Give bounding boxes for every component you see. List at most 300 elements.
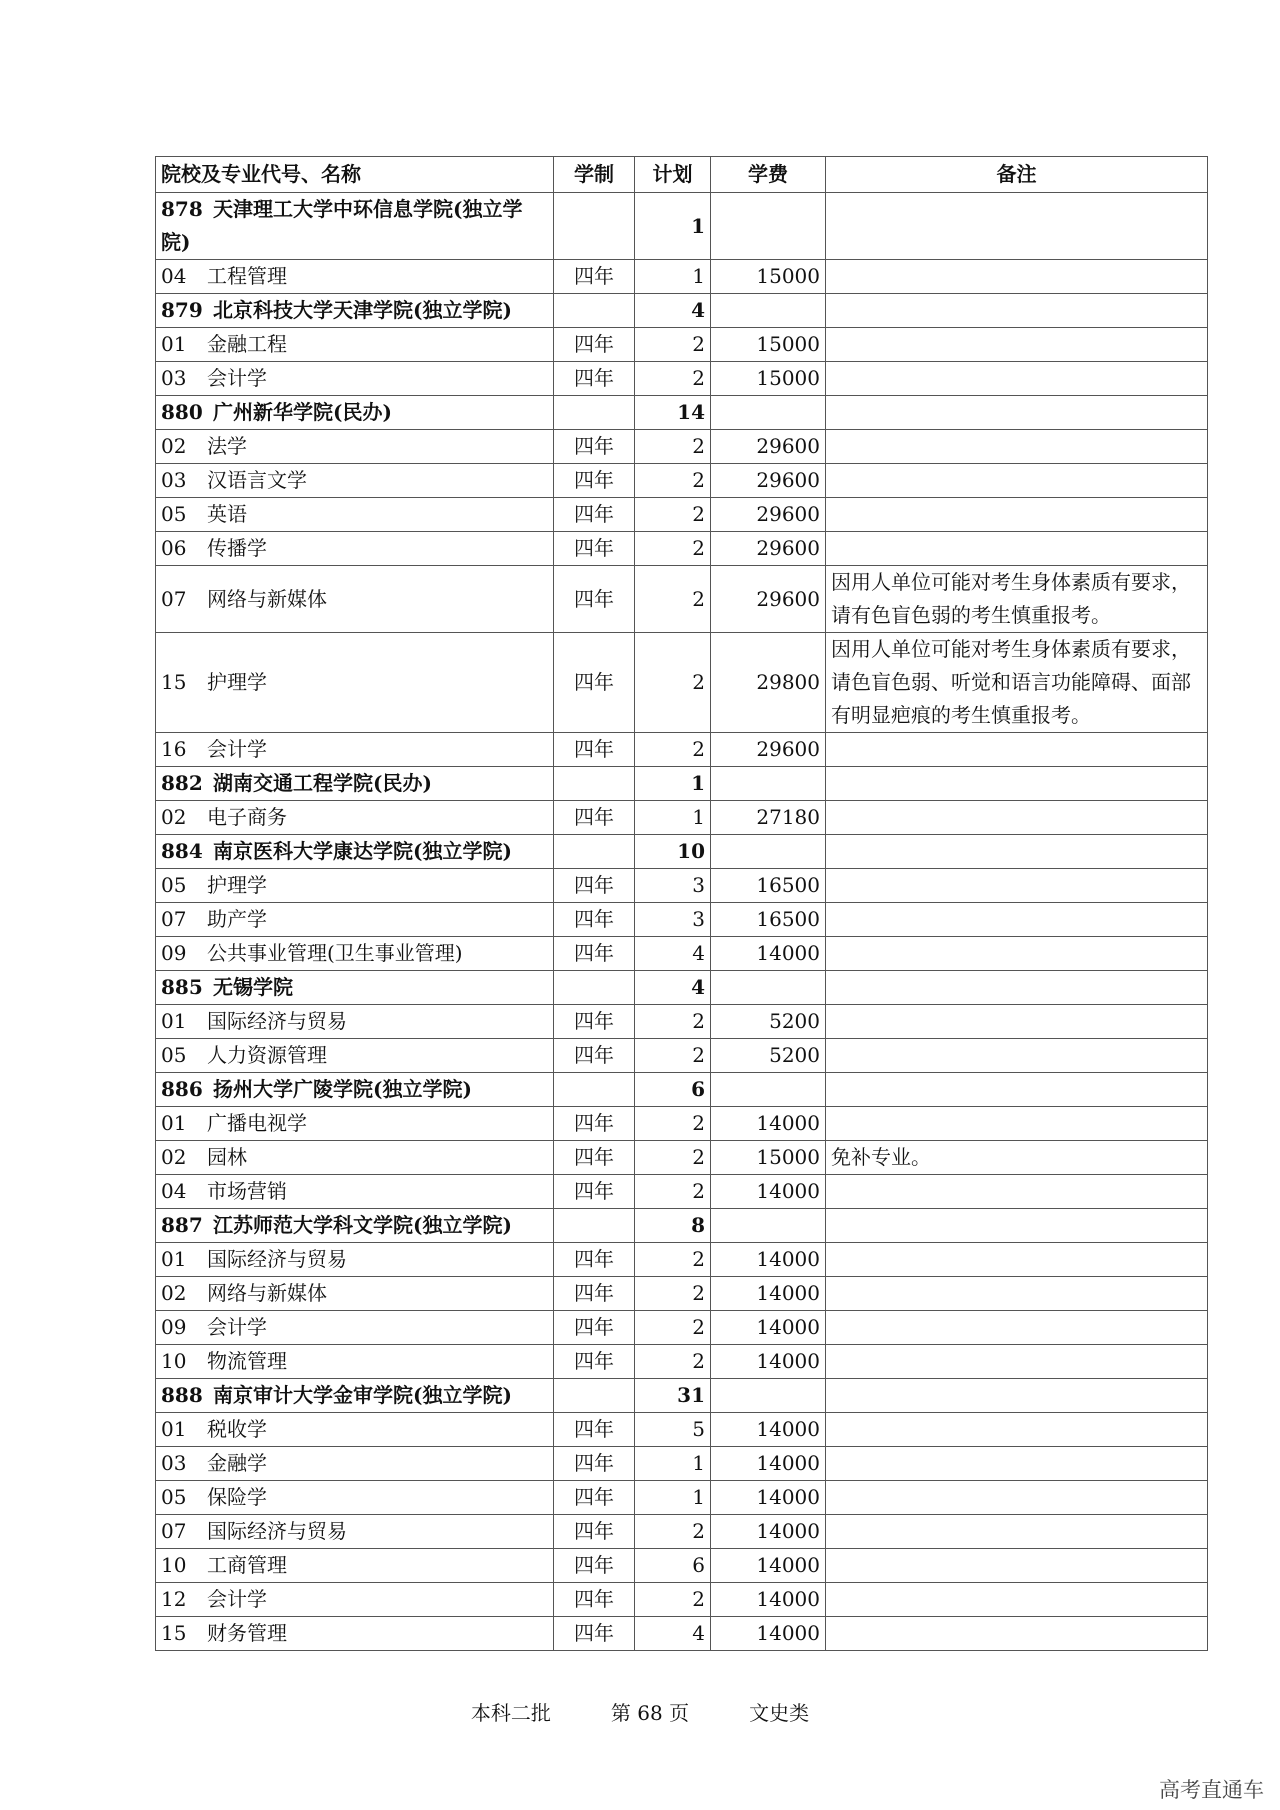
major-row	[156, 260, 1208, 294]
name-cell	[156, 1481, 554, 1515]
major-row	[156, 1141, 1208, 1175]
major-code: 15	[161, 1621, 187, 1645]
fee-cell: 29600	[711, 733, 826, 767]
note-cell	[826, 362, 1208, 396]
note-cell	[826, 835, 1208, 869]
school-row	[156, 396, 1208, 430]
note-cell	[826, 1073, 1208, 1107]
note-cell	[826, 1447, 1208, 1481]
name-cell	[156, 835, 554, 869]
plan-cell: 2	[635, 464, 711, 498]
plan-cell: 2	[635, 1005, 711, 1039]
table-body	[156, 193, 1208, 1651]
header-note: 备注	[826, 157, 1208, 193]
header-fee: 学费	[711, 157, 826, 193]
major-code: 05	[161, 502, 187, 526]
major-row	[156, 1005, 1208, 1039]
major-code: 01	[161, 1247, 187, 1271]
note-cell	[826, 1481, 1208, 1515]
note-cell	[826, 1583, 1208, 1617]
major-name: 护理学	[207, 670, 267, 694]
major-name: 财务管理	[207, 1621, 287, 1645]
name-cell	[156, 1515, 554, 1549]
major-row	[156, 1345, 1208, 1379]
name-cell	[156, 1311, 554, 1345]
plan-cell: 1	[635, 1447, 711, 1481]
note-cell	[826, 903, 1208, 937]
fee-cell: 16500	[711, 869, 826, 903]
school-row	[156, 1209, 1208, 1243]
plan-cell: 2	[635, 1345, 711, 1379]
plan-cell: 1	[635, 260, 711, 294]
school-name: 江苏师范大学科文学院(独立学院)	[213, 1213, 512, 1237]
plan-cell: 2	[635, 1107, 711, 1141]
name-cell	[156, 1345, 554, 1379]
plan-cell: 5	[635, 1413, 711, 1447]
name-cell	[156, 193, 554, 260]
school-code: 880	[161, 400, 203, 424]
name-cell	[156, 1039, 554, 1073]
plan-cell: 4	[635, 294, 711, 328]
note-cell	[826, 1277, 1208, 1311]
major-row	[156, 903, 1208, 937]
duration-cell	[554, 1209, 635, 1243]
major-name: 园林	[207, 1145, 247, 1169]
major-name: 人力资源管理	[207, 1043, 327, 1067]
duration-cell: 四年	[554, 532, 635, 566]
duration-cell: 四年	[554, 1277, 635, 1311]
major-code: 16	[161, 737, 187, 761]
name-cell	[156, 1277, 554, 1311]
note-cell	[826, 498, 1208, 532]
name-cell	[156, 464, 554, 498]
plan-cell: 2	[635, 1175, 711, 1209]
fee-cell: 14000	[711, 1413, 826, 1447]
major-code: 04	[161, 264, 187, 288]
duration-cell: 四年	[554, 1141, 635, 1175]
plan-cell: 2	[635, 430, 711, 464]
major-code: 01	[161, 1111, 187, 1135]
fee-cell	[711, 767, 826, 801]
major-code: 04	[161, 1179, 187, 1203]
name-cell	[156, 532, 554, 566]
fee-cell: 29600	[711, 566, 826, 633]
major-code: 02	[161, 434, 187, 458]
name-cell	[156, 498, 554, 532]
note-cell	[826, 396, 1208, 430]
note-cell	[826, 430, 1208, 464]
note-cell	[826, 1243, 1208, 1277]
fee-cell: 29600	[711, 498, 826, 532]
duration-cell: 四年	[554, 633, 635, 733]
plan-cell: 1	[635, 801, 711, 835]
major-row	[156, 937, 1208, 971]
duration-cell: 四年	[554, 733, 635, 767]
duration-cell	[554, 835, 635, 869]
plan-cell: 2	[635, 1277, 711, 1311]
fee-cell: 14000	[711, 1345, 826, 1379]
major-name: 税收学	[207, 1417, 267, 1441]
major-name: 金融学	[207, 1451, 267, 1475]
fee-cell: 16500	[711, 903, 826, 937]
major-name: 会计学	[207, 1587, 267, 1611]
duration-cell	[554, 971, 635, 1005]
note-cell	[826, 869, 1208, 903]
note-cell	[826, 193, 1208, 260]
school-name: 扬州大学广陵学院(独立学院)	[213, 1077, 472, 1101]
note-cell	[826, 801, 1208, 835]
fee-cell: 29600	[711, 464, 826, 498]
school-code: 886	[161, 1077, 203, 1101]
name-cell	[156, 294, 554, 328]
duration-cell: 四年	[554, 1583, 635, 1617]
major-name: 国际经济与贸易	[207, 1247, 347, 1271]
fee-cell	[711, 294, 826, 328]
note-cell	[826, 1345, 1208, 1379]
school-code: 882	[161, 771, 203, 795]
name-cell	[156, 1209, 554, 1243]
major-name: 传播学	[207, 536, 267, 560]
note-cell	[826, 1413, 1208, 1447]
major-name: 国际经济与贸易	[207, 1519, 347, 1543]
fee-cell	[711, 971, 826, 1005]
plan-cell: 4	[635, 1617, 711, 1651]
major-name: 护理学	[207, 873, 267, 897]
plan-cell: 6	[635, 1073, 711, 1107]
major-name: 金融工程	[207, 332, 287, 356]
fee-cell: 15000	[711, 362, 826, 396]
fee-cell	[711, 193, 826, 260]
fee-cell: 5200	[711, 1039, 826, 1073]
major-code: 15	[161, 670, 187, 694]
major-name: 网络与新媒体	[207, 586, 327, 611]
major-code: 10	[161, 1553, 187, 1577]
major-row	[156, 1481, 1208, 1515]
note-cell	[826, 1005, 1208, 1039]
note-cell	[826, 532, 1208, 566]
fee-cell: 29600	[711, 430, 826, 464]
fee-cell: 15000	[711, 328, 826, 362]
major-name: 会计学	[207, 1315, 267, 1339]
name-cell	[156, 430, 554, 464]
name-cell	[156, 1447, 554, 1481]
major-code: 03	[161, 468, 187, 492]
major-code: 05	[161, 1043, 187, 1067]
name-cell	[156, 1549, 554, 1583]
major-code: 02	[161, 1145, 187, 1169]
duration-cell: 四年	[554, 1345, 635, 1379]
duration-cell: 四年	[554, 1413, 635, 1447]
duration-cell	[554, 1379, 635, 1413]
plan-cell: 6	[635, 1549, 711, 1583]
major-code: 05	[161, 873, 187, 897]
fee-cell: 14000	[711, 1175, 826, 1209]
school-name: 天津理工大学中环信息学院(独立学院)	[161, 197, 523, 254]
fee-cell	[711, 396, 826, 430]
note-cell	[826, 1379, 1208, 1413]
plan-cell: 1	[635, 1481, 711, 1515]
plan-cell: 2	[635, 1515, 711, 1549]
fee-cell	[711, 835, 826, 869]
school-code: 884	[161, 839, 203, 863]
name-cell	[156, 1583, 554, 1617]
major-code: 10	[161, 1349, 187, 1373]
plan-cell: 2	[635, 1311, 711, 1345]
duration-cell: 四年	[554, 464, 635, 498]
duration-cell: 四年	[554, 869, 635, 903]
note-cell	[826, 1515, 1208, 1549]
name-cell	[156, 328, 554, 362]
major-code: 06	[161, 536, 187, 560]
major-code: 07	[161, 1519, 187, 1543]
fee-cell: 15000	[711, 1141, 826, 1175]
major-row	[156, 1039, 1208, 1073]
plan-cell: 3	[635, 869, 711, 903]
name-cell	[156, 1107, 554, 1141]
major-name: 物流管理	[207, 1349, 287, 1373]
major-row	[156, 1243, 1208, 1277]
name-cell	[156, 869, 554, 903]
school-code: 888	[161, 1383, 203, 1407]
fee-cell: 14000	[711, 1447, 826, 1481]
name-cell	[156, 1617, 554, 1651]
duration-cell: 四年	[554, 328, 635, 362]
major-code: 03	[161, 366, 187, 390]
major-row	[156, 566, 1208, 633]
duration-cell: 四年	[554, 362, 635, 396]
major-row	[156, 1583, 1208, 1617]
duration-cell: 四年	[554, 430, 635, 464]
plan-cell: 2	[635, 1243, 711, 1277]
major-row	[156, 869, 1208, 903]
admission-plan-table	[155, 156, 1208, 1651]
duration-cell: 四年	[554, 260, 635, 294]
major-row	[156, 1447, 1208, 1481]
major-code: 07	[161, 586, 187, 611]
major-row	[156, 1515, 1208, 1549]
note-cell	[826, 1549, 1208, 1583]
fee-cell	[711, 1209, 826, 1243]
major-code: 01	[161, 1009, 187, 1033]
school-row	[156, 835, 1208, 869]
fee-cell: 15000	[711, 260, 826, 294]
major-row	[156, 532, 1208, 566]
note-cell	[826, 294, 1208, 328]
duration-cell	[554, 767, 635, 801]
note-cell	[826, 767, 1208, 801]
header-name: 院校及专业代号、名称	[156, 157, 554, 193]
header-duration: 学制	[554, 157, 635, 193]
name-cell	[156, 362, 554, 396]
plan-cell: 10	[635, 835, 711, 869]
school-row	[156, 1073, 1208, 1107]
plan-cell: 14	[635, 396, 711, 430]
duration-cell: 四年	[554, 1481, 635, 1515]
major-name: 助产学	[207, 907, 267, 931]
school-code: 879	[161, 298, 203, 322]
major-code: 12	[161, 1587, 187, 1611]
major-code: 02	[161, 805, 187, 829]
note-cell	[826, 1039, 1208, 1073]
major-name: 广播电视学	[207, 1111, 307, 1135]
duration-cell: 四年	[554, 1243, 635, 1277]
major-name: 汉语言文学	[207, 468, 307, 492]
note-cell	[826, 937, 1208, 971]
plan-cell: 2	[635, 498, 711, 532]
plan-cell: 2	[635, 532, 711, 566]
major-row	[156, 328, 1208, 362]
major-code: 09	[161, 1315, 187, 1339]
duration-cell: 四年	[554, 1005, 635, 1039]
name-cell	[156, 1175, 554, 1209]
fee-cell: 14000	[711, 1277, 826, 1311]
name-cell	[156, 1005, 554, 1039]
note-cell: 免补专业。	[826, 1141, 1208, 1175]
name-cell	[156, 1141, 554, 1175]
major-code: 03	[161, 1451, 187, 1475]
school-name: 湖南交通工程学院(民办)	[213, 771, 432, 795]
major-row	[156, 464, 1208, 498]
note-cell	[826, 464, 1208, 498]
note-cell	[826, 1311, 1208, 1345]
duration-cell: 四年	[554, 801, 635, 835]
major-code: 01	[161, 1417, 187, 1441]
duration-cell	[554, 294, 635, 328]
school-name: 南京审计大学金审学院(独立学院)	[213, 1383, 512, 1407]
duration-cell: 四年	[554, 498, 635, 532]
fee-cell: 14000	[711, 1243, 826, 1277]
name-cell	[156, 396, 554, 430]
plan-cell: 2	[635, 566, 711, 633]
major-row	[156, 498, 1208, 532]
name-cell	[156, 733, 554, 767]
major-row	[156, 733, 1208, 767]
major-name: 英语	[207, 502, 247, 526]
plan-cell: 2	[635, 362, 711, 396]
school-name: 广州新华学院(民办)	[213, 400, 392, 424]
school-row	[156, 767, 1208, 801]
plan-cell: 8	[635, 1209, 711, 1243]
fee-cell: 14000	[711, 1311, 826, 1345]
major-code: 01	[161, 332, 187, 356]
major-name: 网络与新媒体	[207, 1281, 327, 1305]
school-row	[156, 971, 1208, 1005]
duration-cell	[554, 396, 635, 430]
fee-cell: 14000	[711, 1107, 826, 1141]
major-name: 电子商务	[207, 805, 287, 829]
plan-cell: 2	[635, 1141, 711, 1175]
major-row	[156, 1175, 1208, 1209]
major-name: 工商管理	[207, 1553, 287, 1577]
major-row	[156, 430, 1208, 464]
duration-cell	[554, 1073, 635, 1107]
duration-cell: 四年	[554, 1107, 635, 1141]
plan-cell: 2	[635, 1039, 711, 1073]
major-row	[156, 1617, 1208, 1651]
name-cell	[156, 1243, 554, 1277]
note-cell: 因用人单位可能对考生身体素质有要求，请色盲色弱、听觉和语言功能障碍、面部有明显疤痕的考生慎重报考。	[826, 633, 1208, 733]
note-cell	[826, 1107, 1208, 1141]
name-cell	[156, 903, 554, 937]
school-row	[156, 294, 1208, 328]
plan-cell: 4	[635, 971, 711, 1005]
major-code: 09	[161, 941, 187, 965]
major-name: 工程管理	[207, 264, 287, 288]
fee-cell: 27180	[711, 801, 826, 835]
fee-cell: 14000	[711, 1549, 826, 1583]
duration-cell: 四年	[554, 1549, 635, 1583]
school-row	[156, 193, 1208, 260]
school-code: 887	[161, 1213, 203, 1237]
duration-cell: 四年	[554, 1039, 635, 1073]
fee-cell: 14000	[711, 1583, 826, 1617]
footer-batch: 本科二批	[470, 1701, 551, 1725]
school-code: 885	[161, 975, 203, 999]
name-cell	[156, 1379, 554, 1413]
major-row	[156, 633, 1208, 733]
duration-cell	[554, 193, 635, 260]
plan-cell: 3	[635, 903, 711, 937]
school-code: 878	[161, 197, 203, 221]
name-cell	[156, 767, 554, 801]
duration-cell: 四年	[554, 937, 635, 971]
major-code: 02	[161, 1281, 187, 1305]
name-cell	[156, 260, 554, 294]
name-cell	[156, 633, 554, 733]
school-name: 北京科技大学天津学院(独立学院)	[213, 298, 512, 322]
school-name: 无锡学院	[213, 975, 293, 999]
major-row	[156, 1277, 1208, 1311]
fee-cell: 14000	[711, 1481, 826, 1515]
duration-cell: 四年	[554, 1175, 635, 1209]
major-name: 市场营销	[207, 1179, 287, 1203]
plan-cell: 2	[635, 1583, 711, 1617]
note-cell	[826, 971, 1208, 1005]
school-name: 南京医科大学康达学院(独立学院)	[213, 839, 512, 863]
major-name: 会计学	[207, 737, 267, 761]
table-header-row	[156, 157, 1208, 193]
major-row	[156, 362, 1208, 396]
note-cell	[826, 328, 1208, 362]
watermark: 高考直通车	[1159, 1778, 1264, 1802]
note-cell	[826, 1617, 1208, 1651]
name-cell	[156, 1073, 554, 1107]
plan-cell: 2	[635, 633, 711, 733]
plan-cell: 1	[635, 767, 711, 801]
fee-cell: 29600	[711, 532, 826, 566]
fee-cell: 14000	[711, 937, 826, 971]
note-cell: 因用人单位可能对考生身体素质有要求，请有色盲色弱的考生慎重报考。	[826, 566, 1208, 633]
header-plan: 计划	[635, 157, 711, 193]
major-row	[156, 1413, 1208, 1447]
major-row	[156, 1549, 1208, 1583]
fee-cell: 14000	[711, 1515, 826, 1549]
fee-cell: 29800	[711, 633, 826, 733]
fee-cell: 5200	[711, 1005, 826, 1039]
major-name: 会计学	[207, 366, 267, 390]
duration-cell: 四年	[554, 566, 635, 633]
duration-cell: 四年	[554, 903, 635, 937]
major-row	[156, 1107, 1208, 1141]
duration-cell: 四年	[554, 1617, 635, 1651]
note-cell	[826, 260, 1208, 294]
fee-cell	[711, 1073, 826, 1107]
duration-cell: 四年	[554, 1447, 635, 1481]
major-name: 法学	[207, 434, 247, 458]
footer-category: 文史类	[749, 1701, 810, 1725]
major-row	[156, 801, 1208, 835]
name-cell	[156, 1413, 554, 1447]
